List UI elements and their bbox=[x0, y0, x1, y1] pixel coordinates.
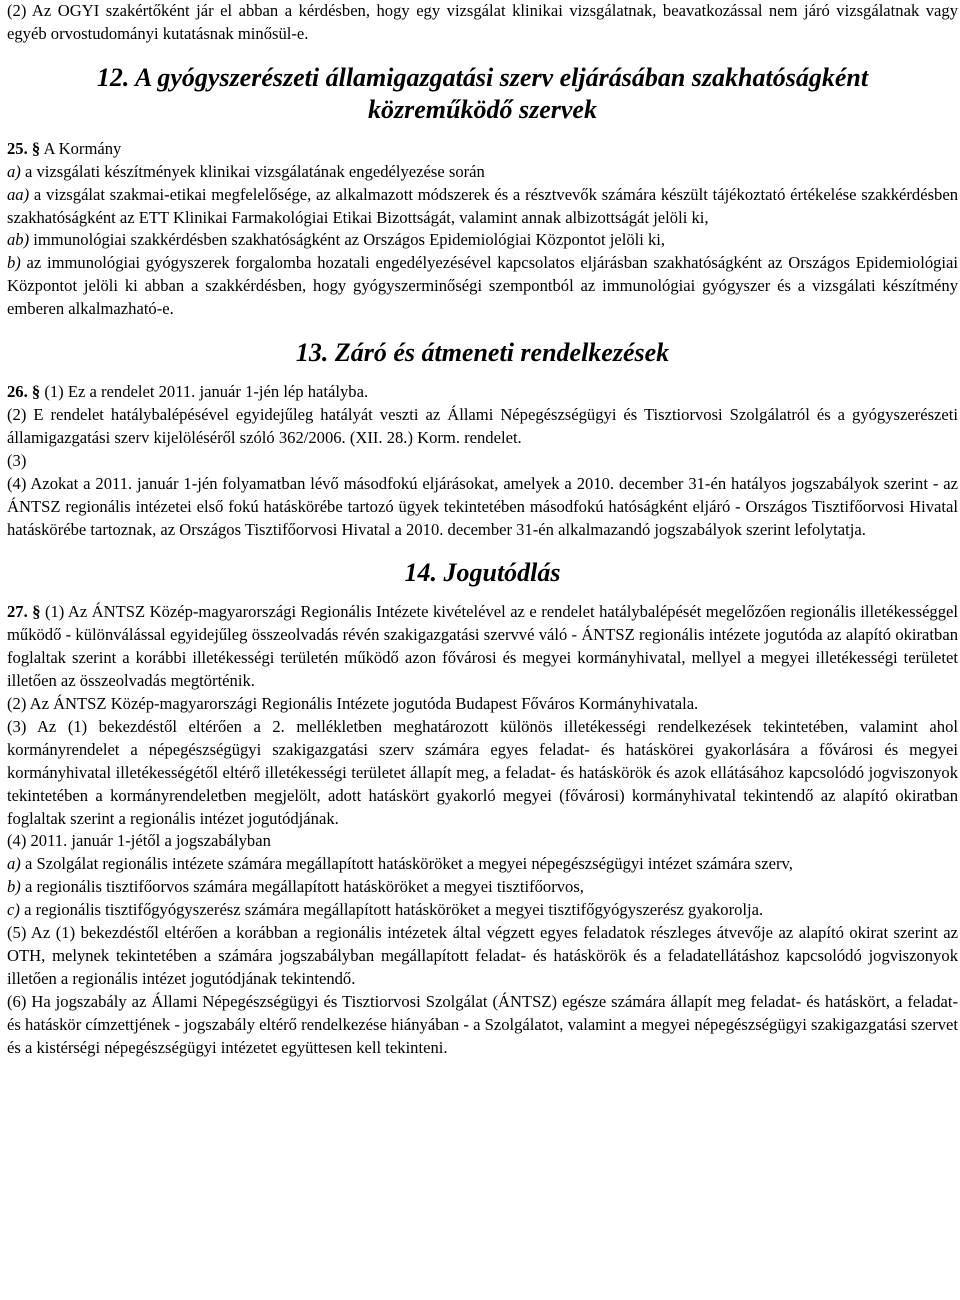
section-27-para-5: (5) Az (1) bekezdéstől eltérően a korábban a regionális intézetek által végzett egyes feladatok részleges átvevője az alapító okirat szerint az OTH, melynek tekintetében a számára jogszabályban megállapított feladat- és hatáskörök és a feladatellátáshoz kapcsolódó jogviszonyok illetően a regionális intézet jogutódjának tekintendő. bbox=[7, 923, 958, 988]
section-27-point-c bbox=[7, 899, 958, 922]
section-26-para-2: (2) E rendelet hatálybalépésével egyidejűleg hatályát veszti az Állami Népegészségügyi és Tisztiorvosi Szolgálatról és a gyógyszerészeti államigazgatási szerv kijelöléséről szóló 362/2006. (XII. 28.) Korm. rendelet. bbox=[7, 404, 958, 447]
point-text: a regionális tisztifőgyógyszerész számára megállapított hatásköröket a megyei tisztifőgyógyszerész gyakorolja. bbox=[24, 900, 764, 920]
section-25-point-b bbox=[7, 252, 958, 321]
section-26-para-3: (3) bbox=[7, 450, 27, 470]
section-symbol: § bbox=[31, 138, 41, 158]
chapter-12-heading-line2: közreműködő szervek bbox=[368, 94, 597, 124]
section-25 bbox=[7, 138, 958, 321]
section-25-intro bbox=[7, 138, 958, 161]
section-26 bbox=[7, 381, 958, 541]
section-27-para-2: (2) Az ÁNTSZ Közép-magyarországi Regionális Intézete jogutóda Budapest Főváros Kormányhivatala. bbox=[7, 694, 699, 714]
section-symbol: § bbox=[31, 382, 41, 402]
point-text: immunológiai szakkérdésben szakhatóságként az Országos Epidemiológiai Központot jelöli ki, bbox=[33, 230, 666, 250]
point-text: a Szolgálat regionális intézete számára megállapított hatásköröket a megyei népegészségügyi intézet számára szerv, bbox=[24, 854, 793, 874]
section-27-point-a bbox=[7, 853, 958, 876]
section-27-para-3: (3) Az (1) bekezdéstől eltérően a 2. mellékletben meghatározott különös illetékességi rendelkezések tekintetében, valamint ahol kormányrendelet a népegészségügyi szakigazgatási szerv számára egyes feladat- és hatáskörei gyakorlására a fővárosi és megyei kormányhivatal illetékességétől eltérő illetékességi területet állapít meg, a feladat- és hatáskörök és azok ellátásához kapcsolódó jogviszonyok tekintetében a kormányrendeletben megjelölt, adott hatáskört gyakorló megyei (fővárosi) kormányhivatal tekintendő az alapító okiratban foglaltak szerint a regionális intézet jogutódjának. bbox=[7, 716, 958, 828]
section-27-para-1-text: (1) Az ÁNTSZ Közép-magyarországi Regionális Intézete kivételével az e rendelet hatálybalépését megelőzően regionális illetékességgel működő - különválással egyidejűleg összeolvadás révén szakigazgatási szervvé váló - ÁNTSZ regionális intézete jogutóda az alapító okiratban foglaltak szerint a korábbi illetékességi területén működő azon fővárosi és megyei kormányhivatal, mellyel a megyei illetékességi területet illetően az összeolvadás megtörténik. bbox=[7, 602, 959, 691]
chapter-14-heading: 14. Jogutódlás bbox=[404, 558, 561, 588]
chapter-13-heading: 13. Záró és átmeneti rendelkezések bbox=[295, 338, 670, 368]
section-27-para-4: (4) 2011. január 1-jétől a jogszabályban bbox=[7, 831, 271, 851]
point-mark: ab) bbox=[7, 230, 30, 250]
section-25-point-aa bbox=[7, 184, 958, 230]
section-27-number: 27. bbox=[7, 602, 28, 622]
point-mark: a) bbox=[7, 854, 21, 874]
point-mark: aa) bbox=[7, 184, 30, 204]
section-27-point-b bbox=[7, 876, 958, 899]
section-26-para-4: (4) Azokat a 2011. január 1-jén folyamatban lévő másodfokú eljárásokat, amelyek a 2010. december 31-én hatályos jogszabályok szerint - az ÁNTSZ regionális intézetei első fokú hatáskörébe tartozó ügyek tekintetében másodfokú hatóságként eljáró - Országos Tisztifőorvosi Hivatal hatáskörébe tartoznak, az Országos Tisztifőorvosi Hivatal a 2010. december 31-én alkalmazandó jogszabályok szerint lefolytatja. bbox=[7, 473, 958, 539]
section-27-para-1 bbox=[7, 601, 958, 693]
point-mark: b) bbox=[7, 253, 21, 273]
section-symbol: § bbox=[32, 602, 41, 622]
paragraph-24-2: (2) Az OGYI szakértőként jár el abban a kérdésben, hogy egy vizsgálat klinikai vizsgálatnak, beavatkozással nem járó vizsgálatnak vagy egyéb orvostudományi kutatásnak minősül-e. bbox=[7, 1, 958, 43]
section-25-point-ab bbox=[7, 229, 958, 252]
chapter-12-heading-line1: 12. A gyógyszerészeti államigazgatási szerv eljárásában szakhatóságként bbox=[96, 62, 869, 92]
point-mark: a) bbox=[7, 161, 21, 181]
section-25-text: A Kormány bbox=[43, 138, 122, 158]
section-27 bbox=[7, 601, 958, 1059]
section-26-number: 26. bbox=[7, 382, 28, 402]
point-mark: b) bbox=[7, 877, 21, 897]
section-25-point-a bbox=[7, 161, 958, 184]
section-26-para-1-text: (1) Ez a rendelet 2011. január 1-jén lép hatályba. bbox=[44, 382, 369, 402]
point-text: a regionális tisztifőorvos számára megállapított hatásköröket a megyei tisztifőorvos, bbox=[24, 877, 584, 897]
section-26-para-1 bbox=[7, 381, 958, 404]
section-27-para-6: (6) Ha jogszabály az Állami Népegészségügyi és Tisztiorvosi Szolgálat (ÁNTSZ) egésze számára állapít meg feladat- és hatáskört, a feladat- és hatáskör címzettjének - jogszabály eltérő rendelkezése hiányában - a Szolgálatot, valamint a megyei népegészségügyi szakigazgatási szervet és a kistérségi népegészségügyi intézetet együttesen kell tekinteni. bbox=[7, 991, 958, 1057]
section-25-number: 25. bbox=[7, 138, 28, 158]
point-text: a vizsgálat szakmai-etikai megfelelősége, az alkalmazott módszerek és a résztvevők számára készült tájékoztató értékelése szakkérdésben szakhatóságként az ETT Klinikai Farmakológiai Etikai Bizottságát, valamint annak albizottságát jelöli ki, bbox=[7, 184, 958, 227]
point-text: az immunológiai gyógyszerek forgalomba hozatali engedélyezésével kapcsolatos eljárásban szakhatóságként az Országos Epidemiológiai Központot jelöli ki abban a szakkérdésben, hogy gyógyszerminőségi szempontból az immunológiai gyógyszer és a vizsgálati készítmény emberen alkalmazható-e. bbox=[7, 253, 959, 319]
point-text: a vizsgálati készítmények klinikai vizsgálatának engedélyezése során bbox=[24, 161, 485, 181]
point-mark: c) bbox=[7, 900, 20, 920]
document-page bbox=[7, 0, 958, 1060]
chapter-12-heading bbox=[7, 62, 958, 126]
